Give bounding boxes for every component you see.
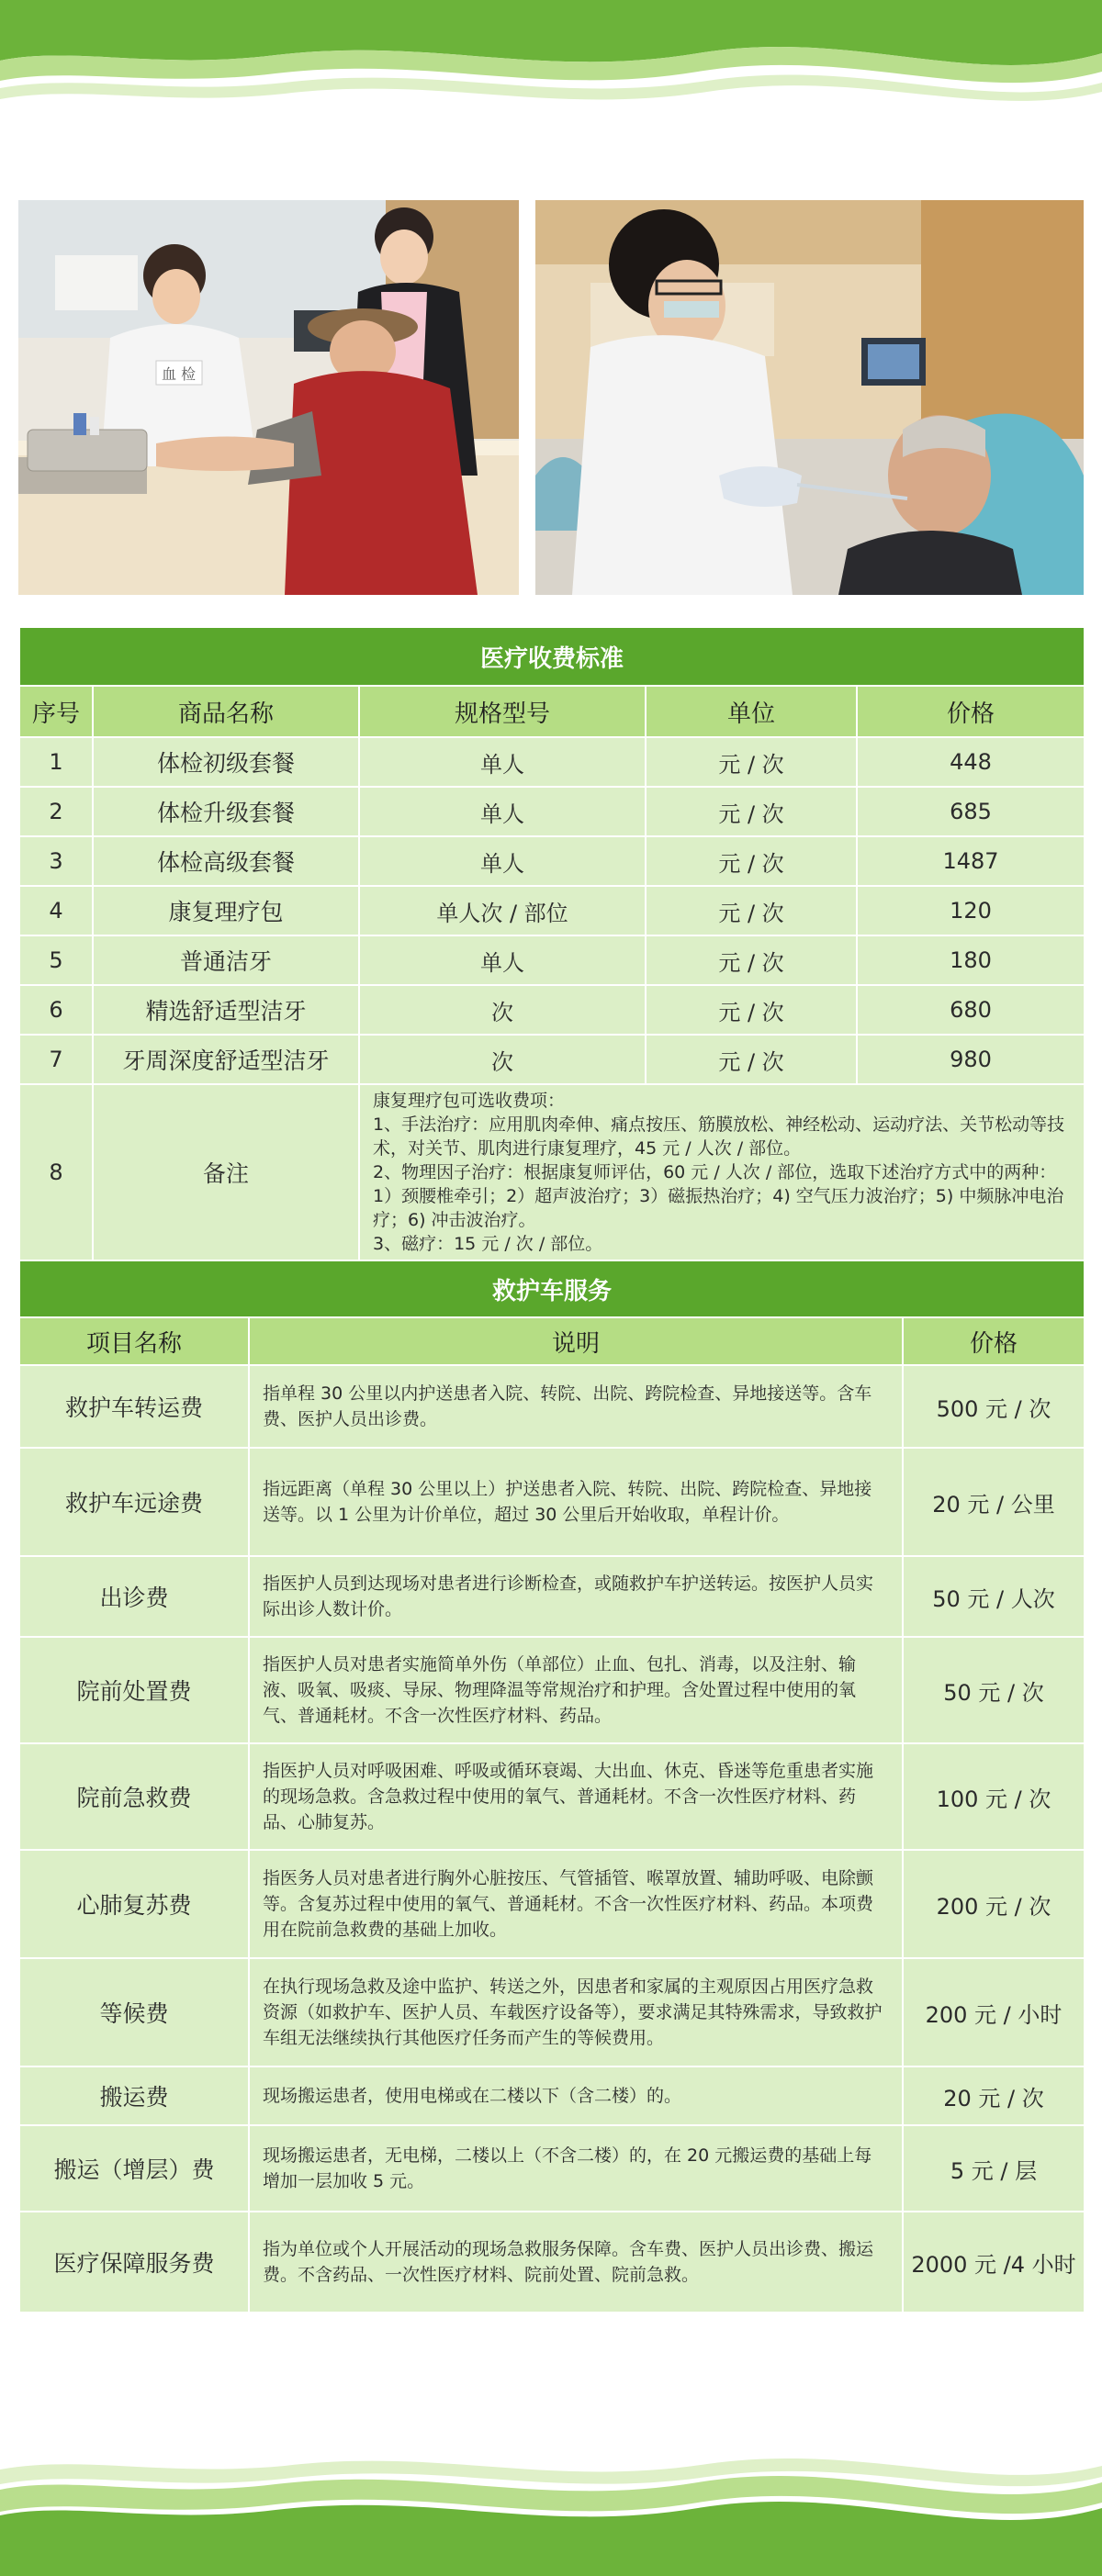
service-price: 100 元 / 次: [903, 1743, 1085, 1850]
table-row: [19, 2066, 1085, 2125]
row-name: 体检高级套餐: [93, 836, 359, 886]
row-spec: 单人: [359, 787, 646, 836]
row-spec: 单人: [359, 737, 646, 787]
row-no: 7: [19, 1035, 93, 1084]
note-row: [19, 1084, 1085, 1260]
table-row: [19, 935, 1085, 985]
table-row: [19, 1448, 1085, 1556]
row-spec: 单人次 / 部位: [359, 886, 646, 935]
row-price: 980: [857, 1035, 1085, 1084]
row-spec: 单人: [359, 935, 646, 985]
blood-test-badge: 血 检: [162, 365, 197, 383]
header-item-name: 项目名称: [19, 1317, 249, 1365]
note-line: 3、磁疗：15 元 / 次 / 部位。: [373, 1234, 603, 1254]
service-name: 搬运（增层）费: [19, 2125, 249, 2212]
service-name: 出诊费: [19, 1556, 249, 1637]
service-description: 指医护人员到达现场对患者进行诊断检查，或随救护车护送转运。按医护人员实际出诊人数计价。: [249, 1556, 903, 1637]
ambulance-table-title: 救护车服务: [19, 1260, 1085, 1317]
header-spec: 规格型号: [359, 686, 646, 737]
blood-test-photo: [18, 200, 519, 595]
row-no: 3: [19, 836, 93, 886]
service-description: 指为单位或个人开展活动的现场急救服务保障。含车费、医护人员出诊费、搬运费。不含药品、一次性医疗材料、院前处置、院前急救。: [249, 2212, 903, 2313]
service-name: 搬运费: [19, 2066, 249, 2125]
service-price: 200 元 / 小时: [903, 1958, 1085, 2066]
row-no: 2: [19, 787, 93, 836]
service-price: 2000 元 /4 小时: [903, 2212, 1085, 2313]
row-price: 685: [857, 787, 1085, 836]
note-line: 康复理疗包可选收费项：: [373, 1091, 566, 1111]
service-description: 指远距离（单程 30 公里以上）护送患者入院、转院、出院、跨院检查、异地接送等。以 1 公里为计价单位，超过 30 公里后开始收取，单程计价。: [249, 1448, 903, 1556]
row-unit: 元 / 次: [646, 737, 857, 787]
dental-check-photo: [535, 200, 1084, 595]
header-no: 序号: [19, 686, 93, 737]
service-description: 指医护人员对患者实施简单外伤（单部位）止血、包扎、消毒，以及注射、输液、吸氧、吸痰、导尿、物理降温等常规治疗和护理。含处置过程中使用的氧气、普通耗材。不含一次性医疗材料、药品。: [249, 1637, 903, 1743]
service-price: 500 元 / 次: [903, 1365, 1085, 1448]
header-description: 说明: [249, 1317, 903, 1365]
service-name: 医疗保障服务费: [19, 2212, 249, 2313]
row-price: 180: [857, 935, 1085, 985]
row-name: 康复理疗包: [93, 886, 359, 935]
medical-fee-table: [18, 626, 1085, 1261]
row-no: 1: [19, 737, 93, 787]
table-row: [19, 886, 1085, 935]
table-row: [19, 1365, 1085, 1448]
table-row: [19, 1743, 1085, 1850]
header-unit: 单位: [646, 686, 857, 737]
service-description: 指单程 30 公里以内护送患者入院、转院、出院、跨院检查、异地接送等。含车费、医护人员出诊费。: [249, 1365, 903, 1448]
table-row: [19, 1958, 1085, 2066]
row-price: 1487: [857, 836, 1085, 886]
row-no: 4: [19, 886, 93, 935]
table-row: [19, 1850, 1085, 1958]
note-no: 8: [19, 1084, 93, 1260]
top-wave-decoration: [0, 0, 1102, 129]
row-unit: 元 / 次: [646, 886, 857, 935]
row-name: 精选舒适型洁牙: [93, 985, 359, 1035]
row-unit: 元 / 次: [646, 836, 857, 886]
service-name: 等候费: [19, 1958, 249, 2066]
service-name: 院前处置费: [19, 1637, 249, 1743]
service-name: 院前急救费: [19, 1743, 249, 1850]
row-name: 普通洁牙: [93, 935, 359, 985]
table-row: [19, 737, 1085, 787]
table-row: [19, 787, 1085, 836]
row-price: 120: [857, 886, 1085, 935]
service-price: 20 元 / 次: [903, 2066, 1085, 2125]
service-price: 50 元 / 人次: [903, 1556, 1085, 1637]
table-row: [19, 836, 1085, 886]
table-row: [19, 2212, 1085, 2313]
header-price: 价格: [857, 686, 1085, 737]
row-unit: 元 / 次: [646, 1035, 857, 1084]
table-row: [19, 2125, 1085, 2212]
fee-table-title: 医疗收费标准: [19, 627, 1085, 686]
note-label: 备注: [93, 1084, 359, 1260]
service-description: 指医护人员对呼吸困难、呼吸或循环衰竭、大出血、休克、昏迷等危重患者实施的现场急救。含急救过程中使用的氧气、普通耗材。不含一次性医疗材料、药品、心肺复苏。: [249, 1743, 903, 1850]
row-spec: 单人: [359, 836, 646, 886]
row-spec: 次: [359, 1035, 646, 1084]
row-spec: 次: [359, 985, 646, 1035]
service-description: 现场搬运患者，使用电梯或在二楼以下（含二楼）的。: [249, 2066, 903, 2125]
ambulance-service-table: [18, 1260, 1085, 2313]
note-line: 1、手法治疗：应用肌肉牵伸、痛点按压、筋膜放松、神经松动、运动疗法、关节松动等技术，对关节、肌肉进行康复理疗，45 元 / 人次 / 部位。: [373, 1114, 1065, 1159]
service-price: 20 元 / 公里: [903, 1448, 1085, 1556]
service-price: 50 元 / 次: [903, 1637, 1085, 1743]
note-line: 2、物理因子治疗：根据康复师评估，60 元 / 人次 / 部位，选取下述治疗方式中的两种：1）颈腰椎牵引；2）超声波治疗；3）磁振热治疗；4) 空气压力波治疗；5) 中频脉冲电治疗；6) 冲击波治疗。: [373, 1162, 1064, 1230]
service-name: 救护车远途费: [19, 1448, 249, 1556]
row-unit: 元 / 次: [646, 935, 857, 985]
service-price: 5 元 / 层: [903, 2125, 1085, 2212]
row-price: 680: [857, 985, 1085, 1035]
row-unit: 元 / 次: [646, 787, 857, 836]
service-name: 心肺复苏费: [19, 1850, 249, 1958]
service-description: 现场搬运患者，无电梯，二楼以上（不含二楼）的，在 20 元搬运费的基础上每增加一层加收 5 元。: [249, 2125, 903, 2212]
header-product-name: 商品名称: [93, 686, 359, 737]
table-row: [19, 1556, 1085, 1637]
service-price: 200 元 / 次: [903, 1850, 1085, 1958]
row-name: 体检升级套餐: [93, 787, 359, 836]
table-row: [19, 1637, 1085, 1743]
service-description: 指医务人员对患者进行胸外心脏按压、气管插管、喉罩放置、辅助呼吸、电除颤等。含复苏过程中使用的氧气、普通耗材。不含一次性医疗材料、药品。本项费用在院前急救费的基础上加收。: [249, 1850, 903, 1958]
note-content: [359, 1084, 1085, 1260]
row-no: 6: [19, 985, 93, 1035]
row-unit: 元 / 次: [646, 985, 857, 1035]
row-name: 体检初级套餐: [93, 737, 359, 787]
row-name: 牙周深度舒适型洁牙: [93, 1035, 359, 1084]
row-no: 5: [19, 935, 93, 985]
header-price: 价格: [903, 1317, 1085, 1365]
service-description: 在执行现场急救及途中监护、转送之外，因患者和家属的主观原因占用医疗急救资源（如救护车、医护人员、车载医疗设备等），要求满足其特殊需求，导致救护车组无法继续执行其他医疗任务而产生的等候费用。: [249, 1958, 903, 2066]
row-price: 448: [857, 737, 1085, 787]
table-row: [19, 985, 1085, 1035]
table-row: [19, 1035, 1085, 1084]
bottom-wave-decoration: [0, 2442, 1102, 2576]
service-name: 救护车转运费: [19, 1365, 249, 1448]
